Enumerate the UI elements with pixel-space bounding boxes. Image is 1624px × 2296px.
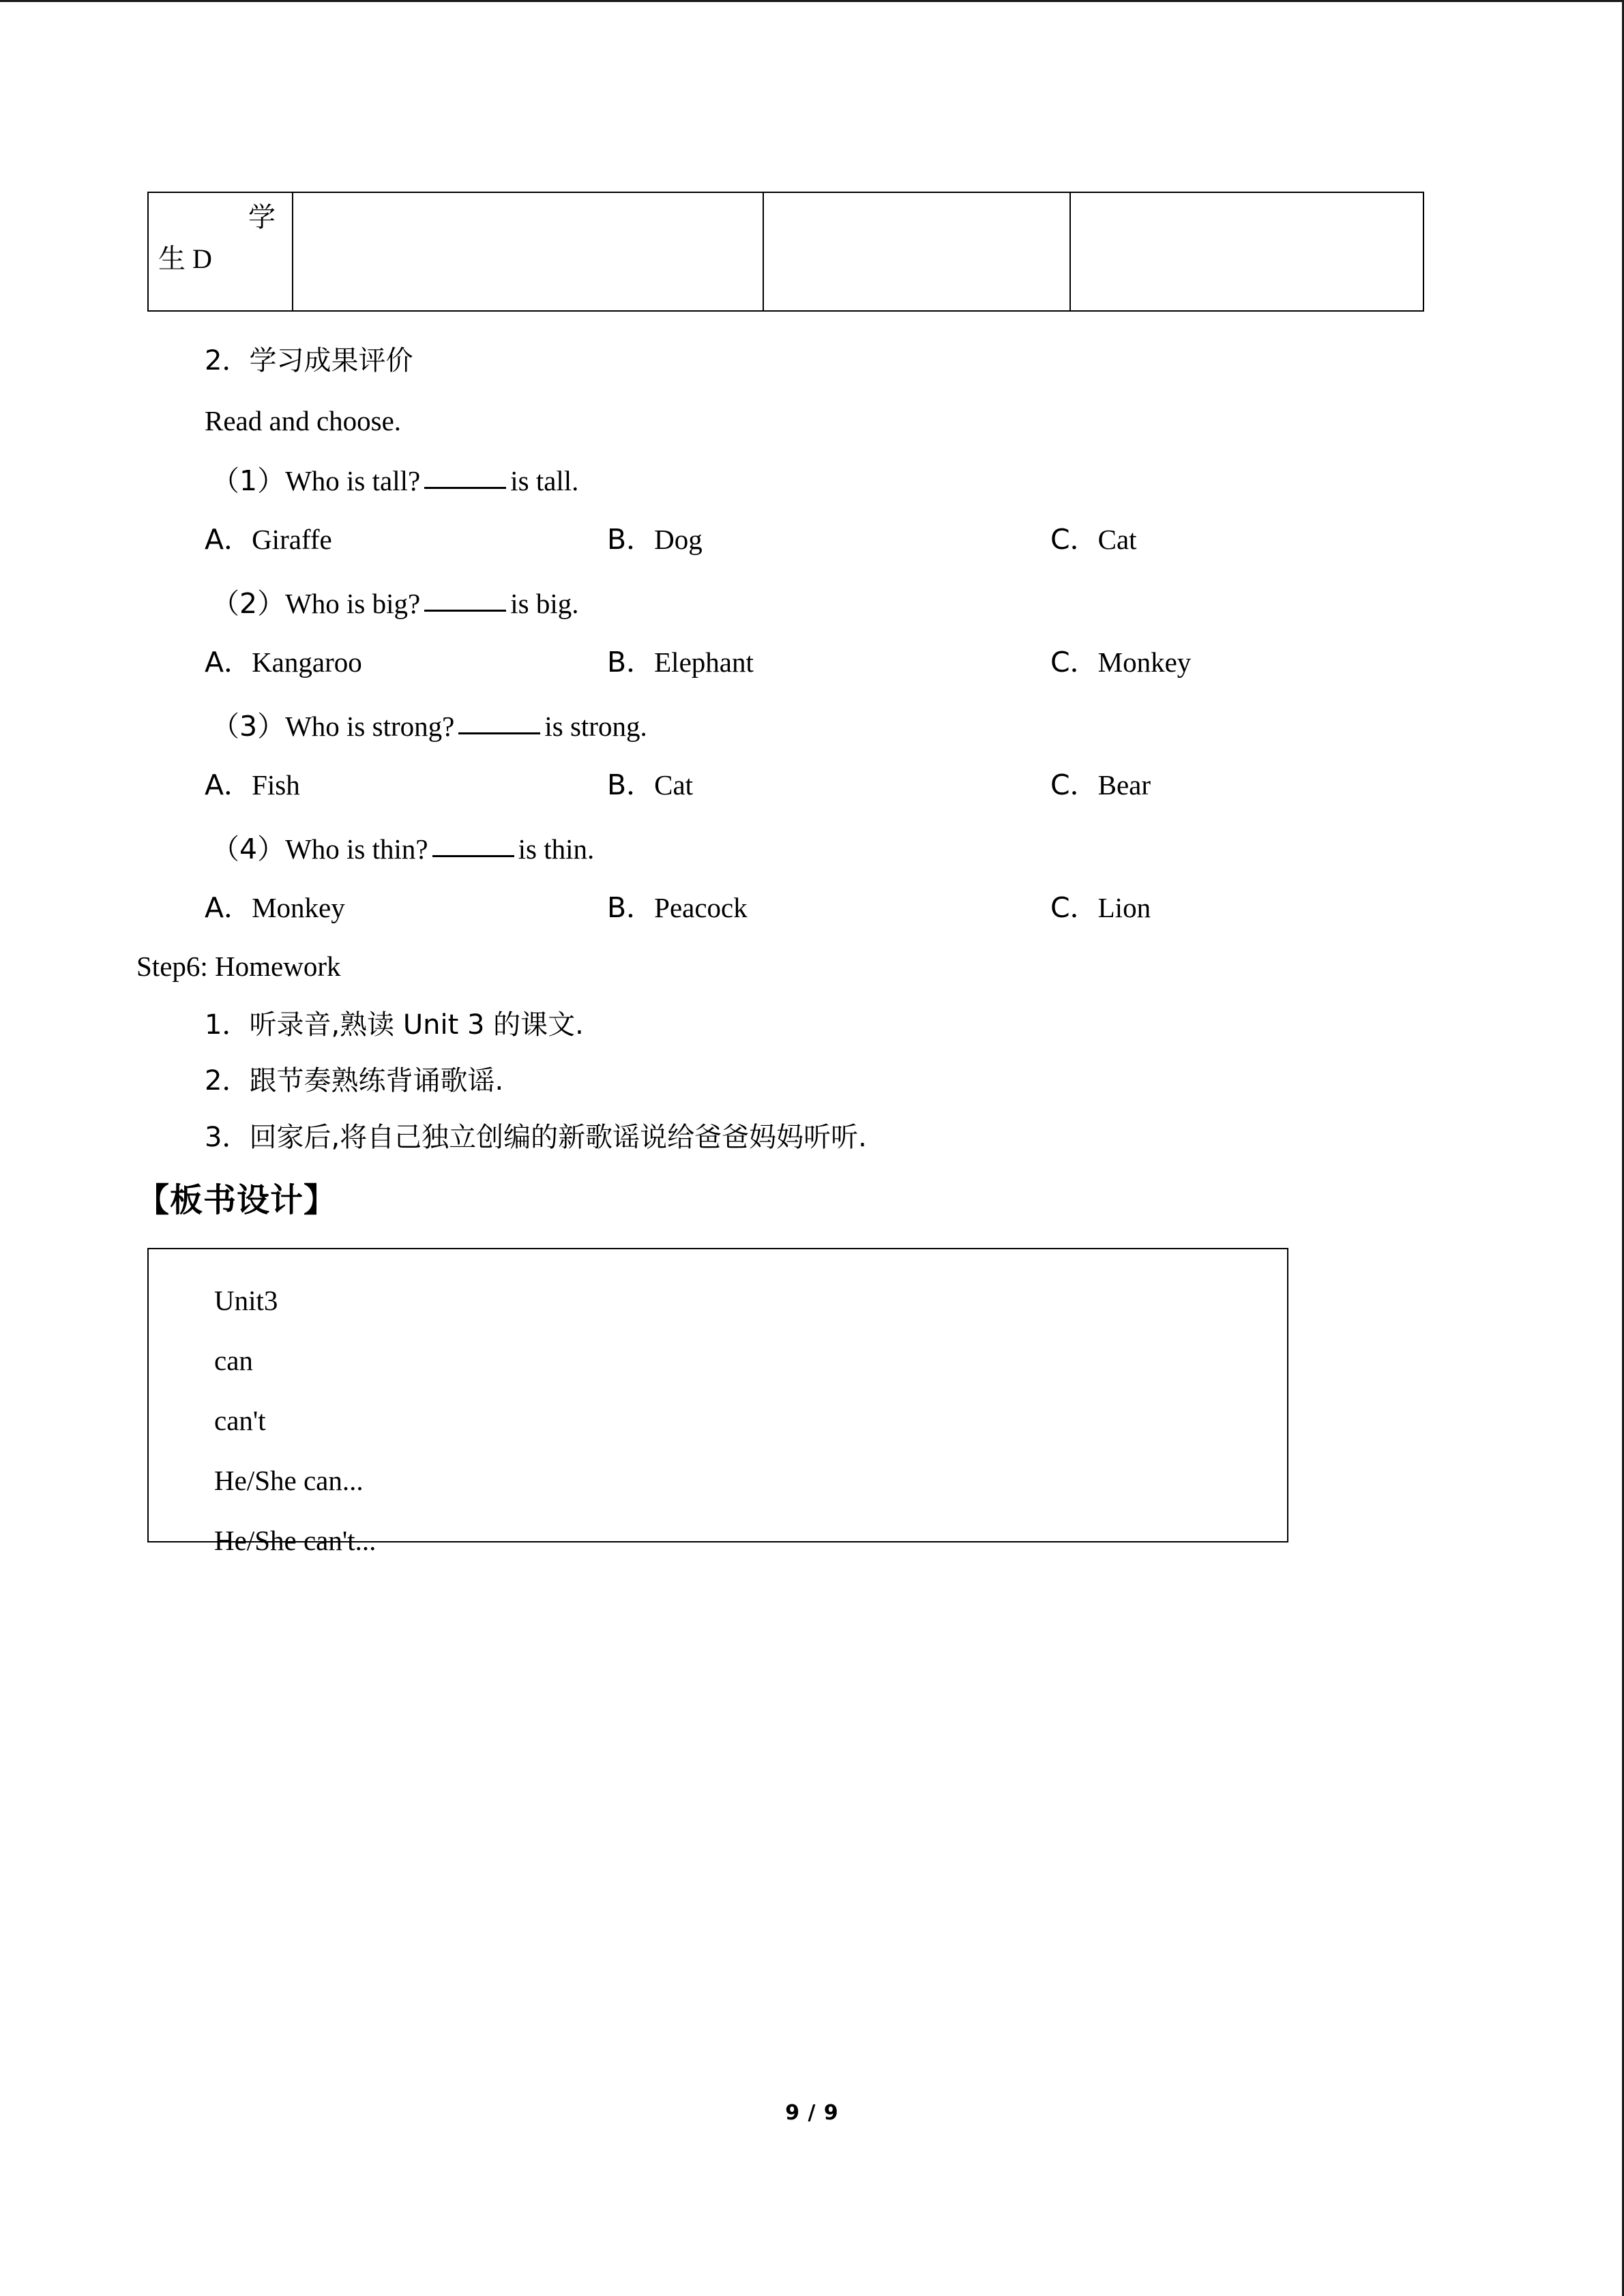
option-a-letter: A． [205,646,252,679]
read-and-choose-instruction: Read and choose. [205,405,402,436]
question-3-stem [211,710,647,743]
blackboard-line-5: He/She can't... [214,1525,377,1556]
question-1-option-b [607,523,703,556]
student-evaluation-table [147,192,1424,312]
option-b-letter: B． [607,769,655,801]
student-label-line1: 学 [248,202,276,233]
option-c-letter: C． [1050,891,1098,924]
blackboard-design-box [147,1248,1288,1556]
blackboard-line-2: can [214,1345,253,1376]
option-a-text: Giraffe [252,524,332,555]
question-2-stem-after: is big. [510,588,579,619]
option-a-text: Fish [252,769,300,801]
question-3-stem-after: is strong. [544,711,647,742]
question-2-option-c [1050,646,1192,679]
question-2-option-a [205,646,362,679]
question-4-number: （4） [211,833,286,865]
homework-item-3: 3．回家后,将自己独立创编的新歌谣说给爸爸妈妈听听. [205,1122,867,1153]
option-a-letter: A． [205,523,252,556]
question-4-stem-after: is thin. [518,833,595,865]
question-2-blank [424,610,506,612]
option-c-text: Monkey [1097,646,1192,678]
option-c-text: Lion [1097,892,1151,923]
question-2-stem-before: Who is big? [285,588,421,619]
question-3-option-b [607,771,693,799]
question-3-option-a [205,771,300,799]
question-1-stem [211,464,579,497]
question-2-option-b [607,646,754,679]
blackboard-design-heading: 【板书设计】 [136,1181,338,1219]
option-b-letter: B． [607,891,655,924]
question-3-blank [458,732,540,734]
option-a-text: Monkey [252,892,345,923]
table-row [148,192,1423,311]
option-b-text: Cat [654,769,694,801]
question-4-stem [211,835,594,863]
option-a-letter: A． [205,891,252,924]
option-b-letter: B． [607,646,655,679]
homework-item-2: 2．跟节奏熟练背诵歌谣. [205,1065,504,1097]
question-1-number: （1） [211,464,286,497]
question-2-stem [211,587,579,620]
option-b-letter: B． [607,523,655,556]
table-cell-4 [1070,192,1423,311]
question-4-blank [432,855,514,857]
blackboard-line-3: can't [214,1405,266,1436]
question-2-number: （2） [211,587,286,620]
table-cell-3 [763,192,1070,311]
option-c-letter: C． [1050,523,1098,556]
question-4-option-a [205,891,345,924]
option-c-text: Cat [1097,524,1137,555]
results-evaluation-heading: 2．学习成果评价 [205,345,413,376]
blackboard-line-4: He/She can... [214,1465,364,1496]
question-4-stem-before: Who is thin? [285,833,428,865]
page-number-footer: 9 / 9 [785,2101,839,2125]
question-4-option-c [1050,891,1151,924]
option-c-letter: C． [1050,769,1098,801]
option-b-text: Dog [654,524,703,555]
question-3-number: （3） [211,710,286,743]
table-cell-2 [293,192,763,311]
option-c-letter: C． [1050,646,1098,679]
question-1-stem-after: is tall. [510,465,579,496]
question-1-option-c [1050,523,1137,556]
option-b-text: Peacock [654,892,748,923]
question-1-blank [424,487,506,489]
blackboard-line-1: Unit3 [214,1285,278,1316]
option-c-text: Bear [1097,769,1151,801]
homework-item-1: 1．听录音,熟读 Unit 3 的课文. [205,1009,584,1041]
homework-heading: Step6: Homework [136,951,341,982]
student-label-line2: 生 D [158,243,212,274]
question-1-stem-before: Who is tall? [285,465,421,496]
question-3-stem-before: Who is strong? [285,711,455,742]
option-a-text: Kangaroo [252,646,362,678]
option-a-letter: A． [205,769,252,801]
question-3-option-c [1050,771,1151,799]
question-4-option-b [607,891,748,924]
option-b-text: Elephant [654,646,754,678]
question-1-option-a [205,523,332,556]
table-cell-student-label [148,192,293,311]
